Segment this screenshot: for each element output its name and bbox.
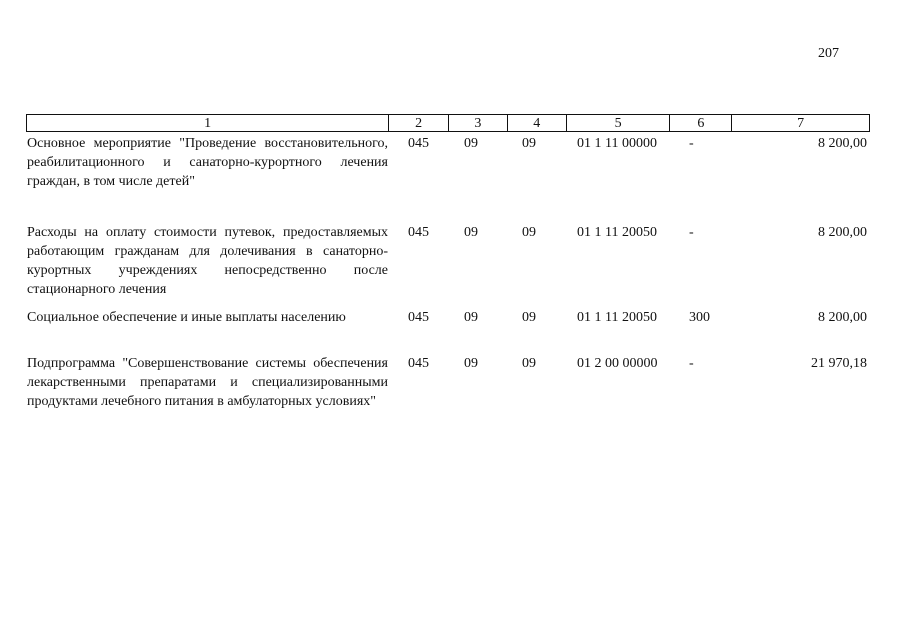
- row-gr: 045: [408, 136, 429, 151]
- column-header-3: 3: [448, 115, 507, 131]
- row-name: Социальное обеспечение и иные выплаты населению: [27, 310, 346, 325]
- row-gr: 045: [408, 310, 429, 325]
- column-header-6: 6: [669, 115, 731, 131]
- table-row: [26, 223, 870, 299]
- row-pr: 09: [522, 136, 536, 151]
- row-vr: -: [689, 356, 694, 371]
- row-rz: 09: [464, 356, 478, 371]
- row-name: Основное мероприятие "Проведение восстановительного, реабилитационного и санаторно-курортного лечения граждан, в том числе детей": [27, 136, 388, 189]
- row-pr: 09: [522, 356, 536, 371]
- row-pr: 09: [522, 225, 536, 240]
- table-row: [26, 134, 870, 191]
- column-header-2: 2: [388, 115, 448, 131]
- row-csr: 01 1 11 20050: [577, 310, 657, 325]
- table-row: [26, 308, 870, 327]
- row-csr: 01 2 00 00000: [577, 356, 658, 371]
- row-gr: 045: [408, 225, 429, 240]
- table-header-row: [26, 114, 870, 132]
- column-header-5: 5: [566, 115, 670, 131]
- table-row: [26, 354, 870, 411]
- row-pr: 09: [522, 310, 536, 325]
- row-sum: 8 200,00: [818, 310, 867, 325]
- row-gr: 045: [408, 356, 429, 371]
- column-header-1: 1: [204, 116, 212, 131]
- row-vr: 300: [689, 310, 710, 325]
- row-name: Расходы на оплату стоимости путевок, предоставляемых работающим гражданам для долечивания в санаторно-курортных учреждениях непосредственно после стационарного лечения: [27, 225, 388, 297]
- row-rz: 09: [464, 136, 478, 151]
- column-header-4: 4: [507, 115, 566, 131]
- row-vr: -: [689, 136, 694, 151]
- column-header-7: 7: [731, 115, 869, 131]
- row-sum: 8 200,00: [818, 136, 867, 151]
- row-csr: 01 1 11 00000: [577, 136, 657, 151]
- row-name: Подпрограмма "Совершенствование системы обеспечения лекарственными препаратами и специализированными продуктами лечебного питания в амбулаторных условиях": [27, 356, 388, 409]
- page-number: 207: [818, 46, 839, 61]
- row-rz: 09: [464, 310, 478, 325]
- row-vr: -: [689, 225, 694, 240]
- row-sum: 21 970,18: [811, 356, 867, 371]
- row-sum: 8 200,00: [818, 225, 867, 240]
- row-rz: 09: [464, 225, 478, 240]
- budget-table: [26, 114, 870, 409]
- row-csr: 01 1 11 20050: [577, 225, 657, 240]
